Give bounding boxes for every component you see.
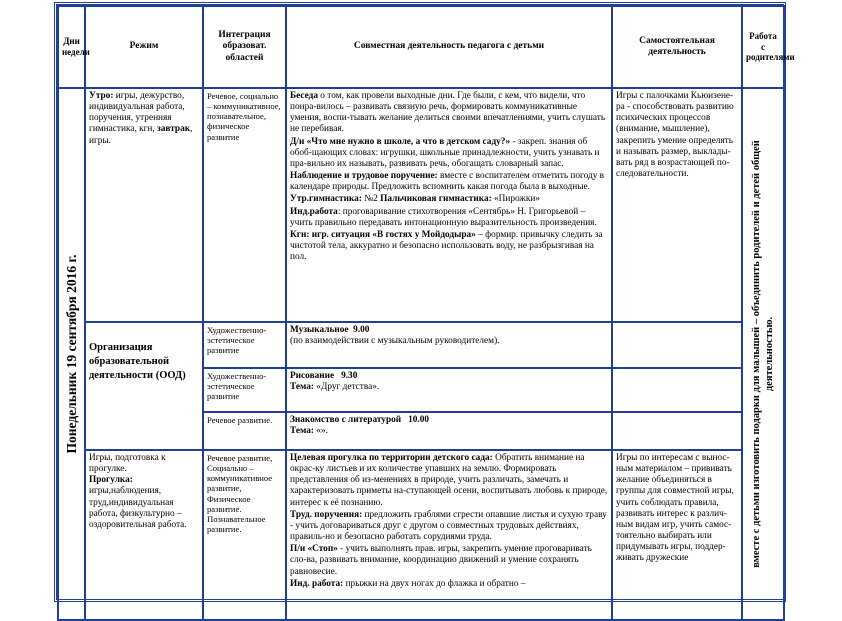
parents-text: вместе с детьми изготовить подарки для малышей – объединить родителей и детей общей деятельностью. — [750, 140, 775, 568]
ood-3-time: 10.00 — [408, 415, 430, 425]
ood-1-text: (по взаимодействии с музыкальным руководителем). — [290, 336, 500, 347]
ood-3-integration: Речевое развитие. — [203, 412, 286, 450]
walk-mode-title: Прогулка: — [89, 475, 133, 486]
ood-2-independent — [612, 368, 742, 412]
day-label: Понедельник 19 сентября 2016 г. — [63, 254, 79, 454]
header-mode: Режим — [85, 6, 203, 88]
morning-p4-text: «Пирожки» — [491, 194, 540, 205]
morning-independent: Игры с палочками Кьюизене-ра - способствовать развитию психических процессов (внимание, мышление), закрепить умение определять и называть размер, выклады-вать ряд в возрастающей по-следовательности. — [612, 88, 742, 322]
walk-joint — [286, 450, 612, 620]
morning-p4-mid: №2 — [361, 194, 381, 205]
plan-table-frame — [54, 2, 795, 602]
morning-p5-bold: Инд.работа — [290, 206, 338, 217]
header-independent: Самостоятельная деятельность — [612, 6, 742, 88]
header-integration: Интеграция образоват. областей — [203, 6, 286, 88]
morning-mode-title: Утро: — [89, 91, 114, 101]
morning-p5-text: : проговаривание стихотворения «Сентябрь» Н. Григорьевой – учить правильно передавать интонационную выразительность произведения. — [290, 206, 597, 228]
morning-p3-bold: Наблюдение и трудовое поручение: — [290, 171, 438, 182]
header-row — [58, 6, 784, 88]
walk-p1-bold: Целевая прогулка по территории детского сада: — [290, 453, 493, 463]
walk-p4-text: прыжки на двух ногах до флажка и обратно – — [343, 578, 526, 589]
walk-mode-text1: Игры, подготовка к прогулке. — [89, 453, 166, 475]
header-joint: Совместная деятельность педагога с детьми — [286, 6, 612, 88]
header-parents: Работа с родителями — [742, 6, 784, 88]
walk-row — [58, 450, 784, 620]
parents-cell — [742, 88, 784, 620]
morning-p4 — [290, 194, 608, 205]
ood-1-integration: Художественно-эстетическое развитие — [203, 322, 286, 368]
walk-p1 — [290, 453, 608, 509]
morning-joint — [286, 88, 612, 322]
walk-p2-bold: Труд. поручения: — [290, 509, 363, 520]
morning-p6-bold: Кгн: игр. ситуация «В гостях у Мойдодыра» — [290, 229, 476, 240]
morning-p4-bold: Утр.гимнастика: — [290, 194, 362, 205]
morning-mode-title2: завтрак — [157, 124, 191, 135]
ood-3-title: Знакомство с литературой — [290, 415, 402, 425]
ood-1-time: 9.00 — [353, 325, 370, 335]
morning-p4-bold2: Пальчиковая гимнастика: — [380, 194, 492, 205]
walk-mode — [85, 450, 203, 620]
ood-3-independent — [612, 412, 742, 450]
morning-p2-text: - закреп. знания об обоб-щающих словах: игрушки, школьные принадлежности, учить узнавать и пра-вильно их называть, развивать речь, обогащать словарный запас. — [290, 136, 600, 169]
walk-p1-text: Обратить внимание на окрас-ку листьев и их количестве упавших на землю. Формировать представления об из-менениях в природе, учить различать, замечать и характеризовать приметы на-ступающей осени, воспитывать любовь к природе, интерес к её познанию. — [290, 453, 608, 508]
ood-1-joint — [286, 322, 612, 368]
ood-2-label: Тема: — [290, 382, 314, 393]
walk-p4 — [290, 579, 608, 590]
walk-p3-bold: П/и «Стоп» — [290, 544, 338, 555]
ood-2-integration: Художественно-эстетическое развитие — [203, 368, 286, 412]
morning-p6-text: – формир. привычку следить за чистотой тела, аккуратно и безопасно использовать воду, не разбрызгивая на пол. — [290, 229, 603, 263]
ood-mode — [85, 322, 203, 450]
morning-p2-bold: Д/и «Что мне нужно в школе, а что в детском саду?» — [290, 136, 511, 147]
ood-2-joint — [286, 368, 612, 412]
morning-p1 — [290, 91, 608, 136]
ood-3-text: «». — [314, 426, 328, 437]
ood-2-text: «Друг детства». — [314, 382, 380, 393]
header-day: Дни недели — [58, 6, 85, 88]
ood-3-joint — [286, 412, 612, 450]
walk-p3-text: - учить выполнять прав. игры, закрепить умение проговаривать сло-ва, развивать внимание, координацию движений и умение сохранять равновесие. — [290, 544, 592, 577]
ood-2-title: Рисование — [290, 371, 335, 381]
plan-table — [57, 5, 795, 621]
morning-mode-text2: , игры. — [89, 124, 193, 146]
morning-p5 — [290, 207, 608, 229]
day-cell — [58, 88, 85, 620]
ood-2-time: 9.30 — [341, 371, 358, 381]
ood-1-independent — [612, 322, 742, 368]
walk-independent: Игры по интересам с вынос-ным материалом – прививать желание объединяться в группы для совместной игры, учить соблюдать правила, развивать интерес к различ-ным видам игр, учить самос-тоятельно выбирать или придумывать игры, поддер-живать дружеские — [612, 450, 742, 620]
morning-p3-text: вместе с воспитателем отметить погоду в календаре природы. Предложить вспомнить какая погода была в выходные. — [290, 171, 605, 193]
morning-mode-text: игры, дежурство, индивидуальная работа, поручения, утренняя гимнастика, кгн, — [89, 91, 185, 135]
walk-p3 — [290, 544, 608, 577]
morning-integration: Речевое, социально – коммуникативное, познавательное, физическое развитие — [203, 88, 286, 322]
walk-p4-bold: Инд. работа: — [290, 578, 344, 589]
morning-p3 — [290, 171, 608, 193]
ood-3-label: Тема: — [290, 426, 314, 437]
walk-p2-text: предложить граблями сгрести опавшие листья и сухую траву - учить договариваться друг с другом о совместных трудовых действиях, правиль-но и безопасно работать сорудиями труда. — [290, 509, 607, 543]
walk-integration: Речевое развитие, Социально – коммуникативное развитие, Физическое развитие. Познавательное развитие. — [203, 450, 286, 620]
walk-p2 — [290, 510, 608, 543]
morning-mode — [85, 88, 203, 322]
morning-p1-bold: Беседа — [290, 91, 318, 101]
morning-row — [58, 88, 784, 322]
walk-mode-text2: игры,наблюдения, труд,индивидуальная работа, физкультурно – оздоровительная работа. — [89, 486, 187, 530]
ood-row-1 — [58, 322, 784, 368]
ood-1-title: Музыкальное — [290, 325, 349, 335]
morning-p6 — [290, 230, 608, 263]
ood-title: Организация образовательной деятельности (ООД) — [89, 342, 186, 382]
morning-p1-text: о том, как провели выходные дни. Где были, с кем, что видели, что понра-вилось – развивать связную речь, формировать коммуникативные умения, воспи-тывать желание делиться своими впечатлениями, учить слушать не перебивая. — [290, 91, 606, 135]
morning-p2 — [290, 137, 608, 170]
